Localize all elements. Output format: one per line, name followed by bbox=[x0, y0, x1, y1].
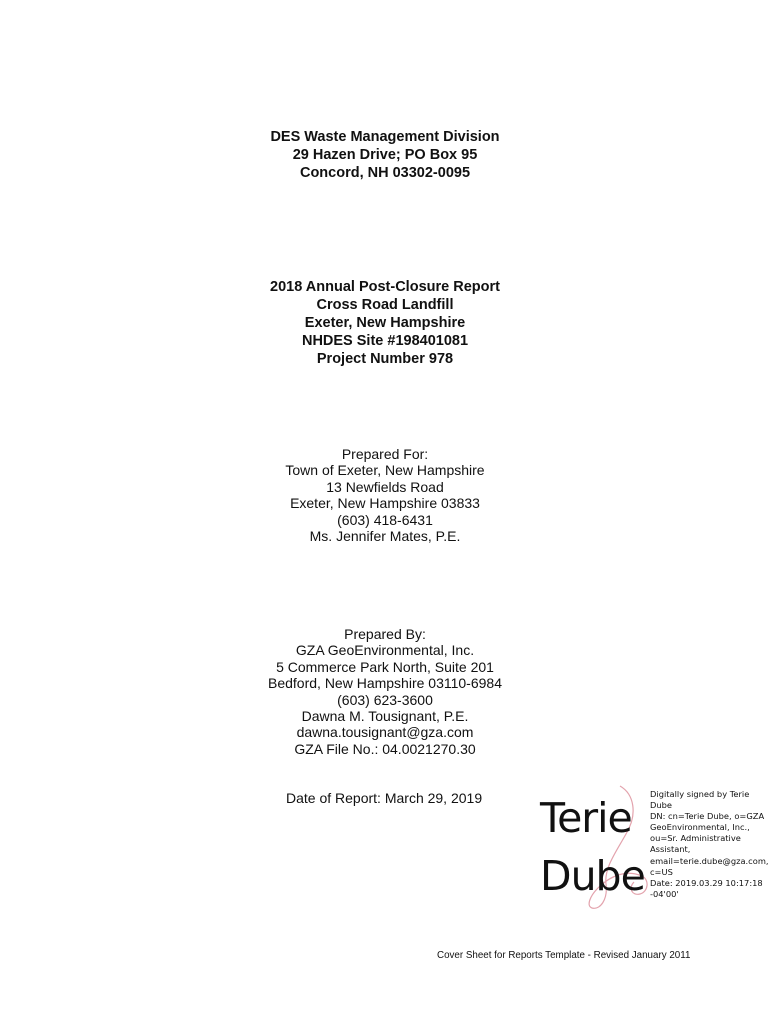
site-number: NHDES Site #198401081 bbox=[301, 333, 469, 349]
client-phone: (603) 418-6431 bbox=[337, 511, 433, 528]
signer-last-name: Dube bbox=[540, 852, 645, 900]
prepared-for-heading: Prepared For: bbox=[341, 446, 429, 462]
prepared-for-block bbox=[0, 446, 770, 544]
signature-detail-line: Assistant, bbox=[650, 844, 691, 855]
signature-detail-line: c=US bbox=[650, 866, 673, 877]
signer-first-name: Terie bbox=[540, 794, 632, 842]
consultant-street: 5 Commerce Park North, Suite 201 bbox=[276, 658, 494, 675]
consultant-name: GZA GeoEnvironmental, Inc. bbox=[295, 642, 475, 659]
addressee-line: DES Waste Management Division bbox=[270, 129, 500, 145]
report-title-block bbox=[0, 278, 770, 368]
signature-detail-line: Digitally signed by Terie bbox=[650, 789, 750, 799]
digital-signature bbox=[538, 784, 770, 914]
client-contact: Ms. Jennifer Mates, P.E. bbox=[309, 528, 461, 545]
template-footer: Cover Sheet for Reports Template - Revised January 2011 bbox=[437, 950, 691, 961]
date-of-report: Date of Report: March 29, 2019 bbox=[286, 790, 483, 806]
addressee-line: 29 Hazen Drive; PO Box 95 bbox=[292, 147, 478, 163]
project-number: Project Number 978 bbox=[316, 351, 454, 367]
consultant-phone: (603) 623-3600 bbox=[337, 691, 433, 708]
signature-detail-line: email=terie.dube@gza.com, bbox=[650, 855, 769, 866]
consultant-city: Bedford, New Hampshire 03110-6984 bbox=[268, 675, 502, 692]
client-name: Town of Exeter, New Hampshire bbox=[285, 462, 485, 479]
signature-details bbox=[650, 789, 768, 900]
signature-detail-line: -04'00' bbox=[650, 888, 679, 899]
site-name: Cross Road Landfill bbox=[316, 297, 454, 313]
prepared-by-block bbox=[0, 626, 770, 757]
prepared-by-heading: Prepared By: bbox=[344, 626, 426, 642]
consultant-email: dawna.tousignant@gza.com bbox=[296, 724, 474, 741]
consultant-contact: Dawna M. Tousignant, P.E. bbox=[301, 708, 469, 725]
site-location: Exeter, New Hampshire bbox=[304, 315, 466, 331]
signature-detail-line: ou=Sr. Administrative bbox=[650, 833, 741, 844]
report-title: 2018 Annual Post-Closure Report bbox=[270, 279, 500, 295]
signature-detail-line: Date: 2019.03.29 10:17:18 bbox=[650, 877, 763, 888]
addressee-line: Concord, NH 03302-0095 bbox=[299, 165, 471, 181]
gza-file-number: GZA File No.: 04.0021270.30 bbox=[294, 740, 476, 757]
signature-detail-line: Dube bbox=[650, 800, 673, 811]
client-city: Exeter, New Hampshire 03833 bbox=[290, 495, 480, 512]
signature-detail-line: GeoEnvironmental, Inc., bbox=[650, 822, 750, 833]
addressee-block bbox=[0, 128, 770, 182]
signature-detail-line: DN: cn=Terie Dube, o=GZA bbox=[650, 811, 765, 822]
client-street: 13 Newfields Road bbox=[326, 478, 444, 495]
